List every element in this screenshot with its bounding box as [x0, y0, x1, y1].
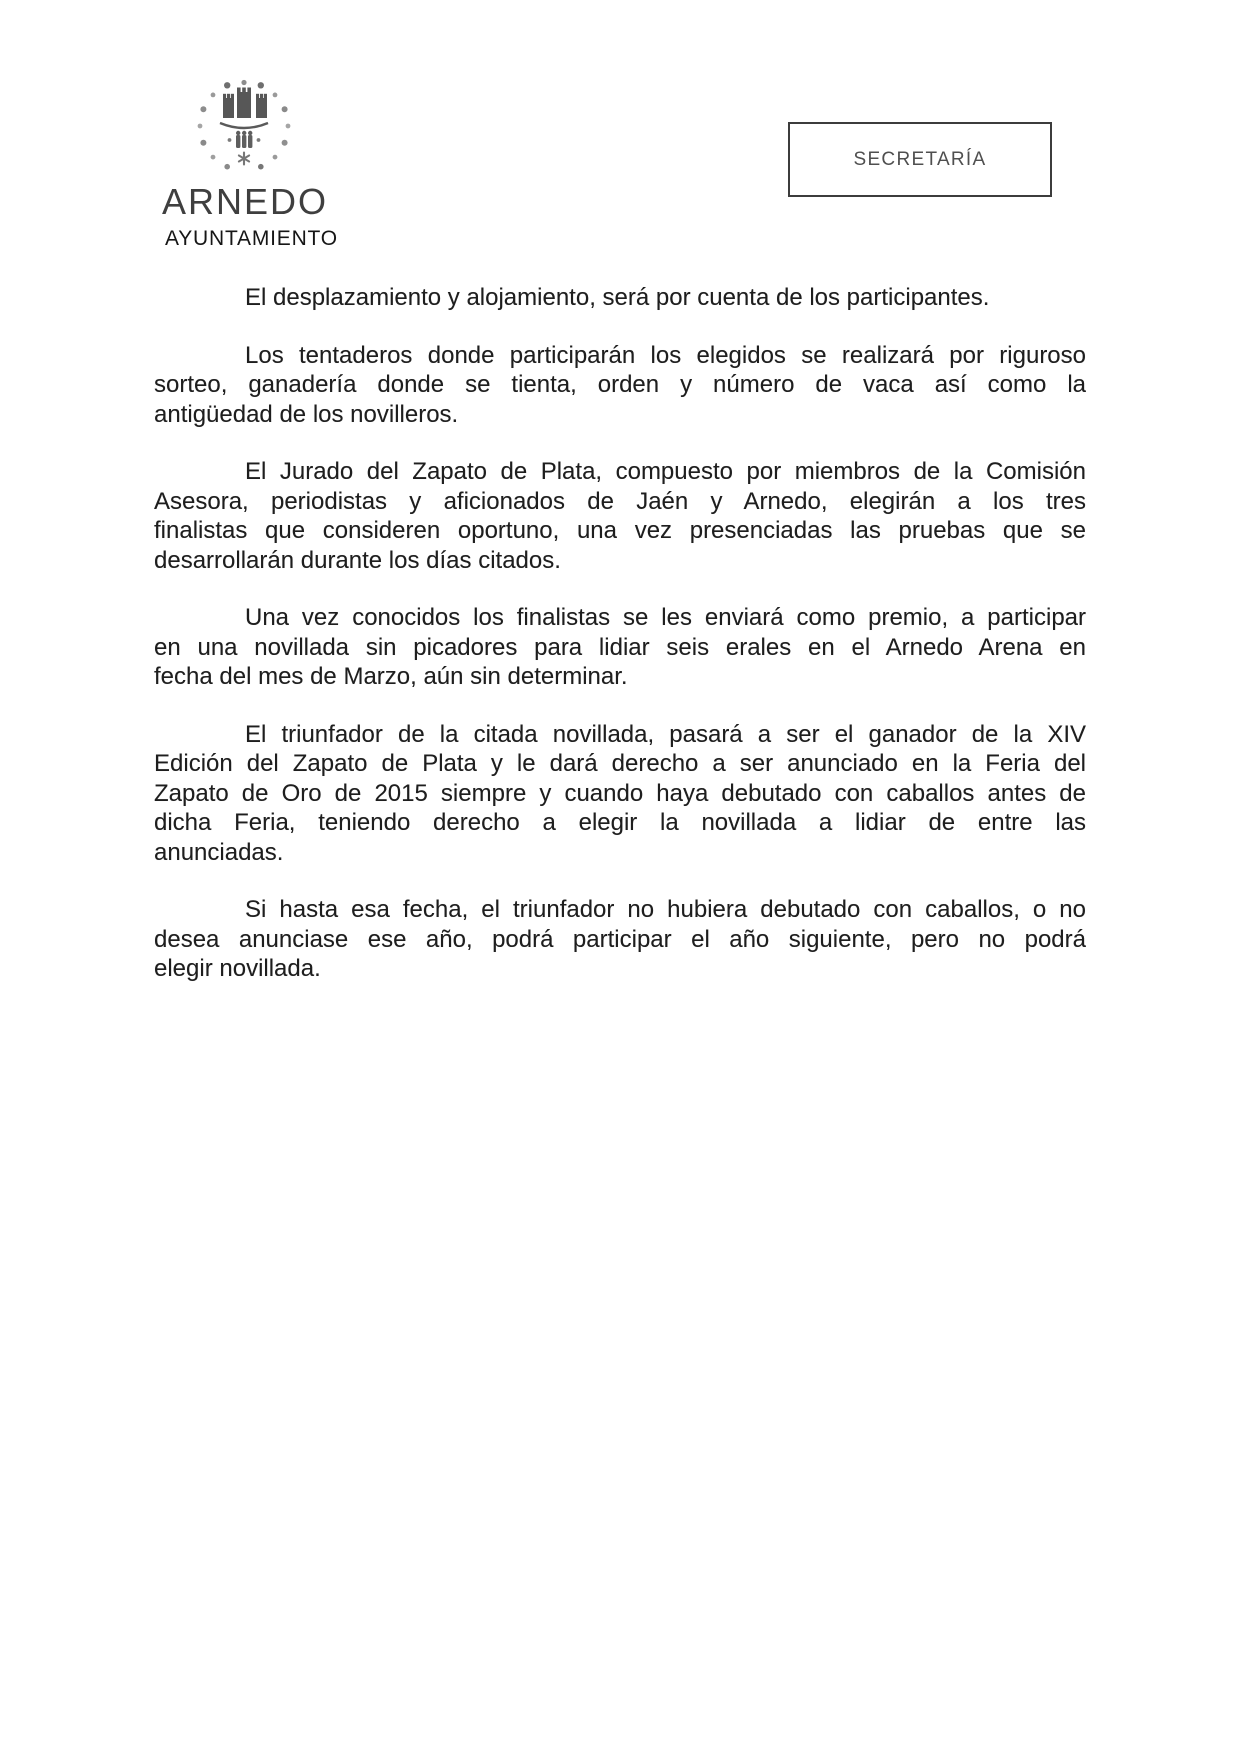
text-line: Asesora, periodistas y aficionados de Jaén y Arnedo, elegirán a los tres [154, 487, 1086, 515]
text-line: Los tentaderos donde participarán los elegidos se realizará por riguroso [245, 341, 1086, 369]
document-body [154, 283, 1086, 1012]
text-line: anunciadas. [154, 838, 284, 866]
department-box [788, 122, 1052, 197]
paragraph [154, 720, 1086, 868]
paragraph [154, 603, 1086, 692]
text-line: dicha Feria, teniendo derecho a elegir la novillada a lidiar de entre las [154, 809, 1086, 836]
text-line: sorteo, ganadería donde se tienta, orden y número de vaca así como la [154, 371, 1086, 398]
paragraph [154, 341, 1086, 430]
arnedo-castle-crest-icon [193, 78, 295, 178]
department-label: SECRETARÍA [853, 148, 987, 170]
text-line: finalistas que consideren oportuno, una vez presenciadas las pruebas que se [154, 517, 1086, 544]
paragraph [154, 283, 1086, 313]
brand-name: ARNEDO [162, 181, 329, 222]
text-line: Edición del Zapato de Plata y le dará derecho a ser anunciado en la Feria del [154, 750, 1086, 777]
text-line: El triunfador de la citada novillada, pasará a ser el ganador de la XIV [245, 720, 1086, 748]
text-line: El desplazamiento y alojamiento, será por cuenta de los participantes. [245, 284, 990, 311]
text-line: desarrollarán durante los días citados. [154, 546, 561, 574]
text-line: Zapato de Oro de 2015 siempre y cuando haya debutado con caballos antes de [154, 779, 1086, 807]
text-line: Una vez conocidos los finalistas se les enviará como premio, a participar [245, 604, 1086, 631]
text-line: elegir novillada. [154, 955, 321, 982]
paragraph [154, 457, 1086, 575]
paragraph [154, 895, 1086, 984]
text-line: en una novillada sin picadores para lidiar seis erales en el Arnedo Arena en [154, 633, 1086, 661]
text-line: desea anunciase ese año, podrá participar el año siguiente, pero no podrá [154, 925, 1086, 953]
brand-subtitle: AYUNTAMIENTO [165, 227, 338, 250]
text-line: Si hasta esa fecha, el triunfador no hubiera debutado con caballos, o no [245, 896, 1086, 923]
text-line: El Jurado del Zapato de Plata, compuesto por miembros de la Comisión [245, 458, 1086, 485]
text-line: antigüedad de los novilleros. [154, 400, 459, 428]
text-line: fecha del mes de Marzo, aún sin determinar. [154, 663, 628, 690]
